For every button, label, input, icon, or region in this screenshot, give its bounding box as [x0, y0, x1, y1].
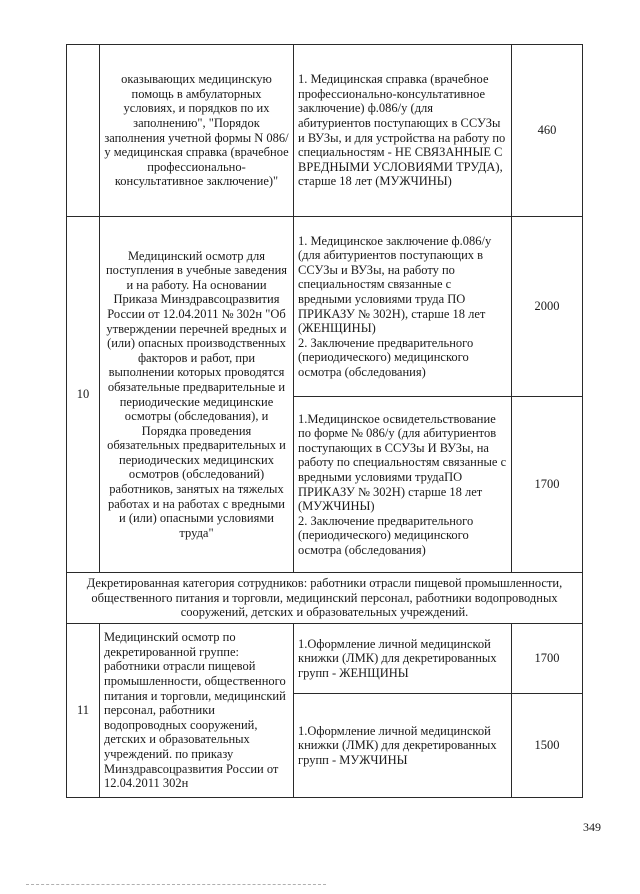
- price: 1700: [512, 397, 583, 573]
- table-row: [67, 624, 583, 694]
- table-row: [67, 217, 583, 397]
- category-heading: Декретированная категория сотрудников: работники отрасли пищевой промышленности, общественного питания и торговли, медицинский персонал, работники водопроводных сооружений, детских и образовательных учреждений.: [67, 573, 583, 624]
- price: 1500: [512, 694, 583, 798]
- service-detail: 1. Медицинское заключение ф.086/у (для абитуриентов поступающих в ССУЗы и ВУЗы, на работу по специальностям связанные с вредными условиями труда ПО ПРИКАЗУ № 302Н), старше 18 лет (ЖЕНЩИНЫ) 2. Заключение предварительного (периодического) медицинского осмотра (обследования): [294, 217, 512, 397]
- service-detail: 1.Медицинское освидетельствование по форме № 086/у (для абитуриентов поступающих в ССУЗы И ВУЗы, на работу по специальностям связанные с вредными условиями трудаПО ПРИКАЗУ № 302Н) старше 18 лет (МУЖЧИНЫ) 2. Заключение предварительного (периодического) медицинского осмотра (обследования): [294, 397, 512, 573]
- service-detail: 1. Медицинская справка (врачебное профессионально-консультативное заключение) ф.086/у (для абитуриентов поступающих в ССУЗы и ВУЗы, и для устройства на работу по специальностям - НЕ СВЯЗАННЫЕ С ВРЕДНЫМИ УСЛОВИЯМИ ТРУДА), старше 18 лет (МУЖЧИНЫ): [294, 45, 512, 217]
- service-detail: 1.Оформление личной медицинской книжки (ЛМК) для декретированных групп - МУЖЧИНЫ: [294, 694, 512, 798]
- page-number: 349: [583, 820, 601, 834]
- price: 2000: [512, 217, 583, 397]
- service-name: оказывающих медицинскую помощь в амбулаторных условиях, и порядков по их заполнению", "Порядок заполнения учетной формы N 086/у медицинская справка (врачебное профессионально-консультативное заключение)": [100, 45, 294, 217]
- price: 460: [512, 45, 583, 217]
- row-number: 10: [67, 217, 100, 573]
- row-number: [67, 45, 100, 217]
- service-name: Медицинский осмотр для поступления в учебные заведения и на работу. На основании Приказа Минздравсоцразвития России от 12.04.2011 № 302н "Об утверждении перечней вредных и (или) опасных производственных факторов и работ, при выполнении которых проводятся обязательные предварительные и периодические медицинские осмотры (обследования), и Порядка проведения обязательных предварительных и периодических медицинских осмотров (обследований) работников, занятых на тяжелых работах и на работах с вредными и (или) опасными условиями труда": [100, 217, 294, 573]
- service-detail: 1.Оформление личной медицинской книжки (ЛМК) для декретированных групп - ЖЕНЩИНЫ: [294, 624, 512, 694]
- price: 1700: [512, 624, 583, 694]
- service-name: Медицинский осмотр по декретированной группе: работники отрасли пищевой промышленности, общественного питания и торговли, медицинский персонал, работники водопроводных сооружений, детских и образовательных учреждений. по приказу Минздравсоцразвития России от 12.04.2011 302н: [100, 624, 294, 798]
- category-row: [67, 573, 583, 624]
- row-number: 11: [67, 624, 100, 798]
- footer-divider: [26, 884, 326, 885]
- table-row: [67, 45, 583, 217]
- price-table: [66, 44, 583, 798]
